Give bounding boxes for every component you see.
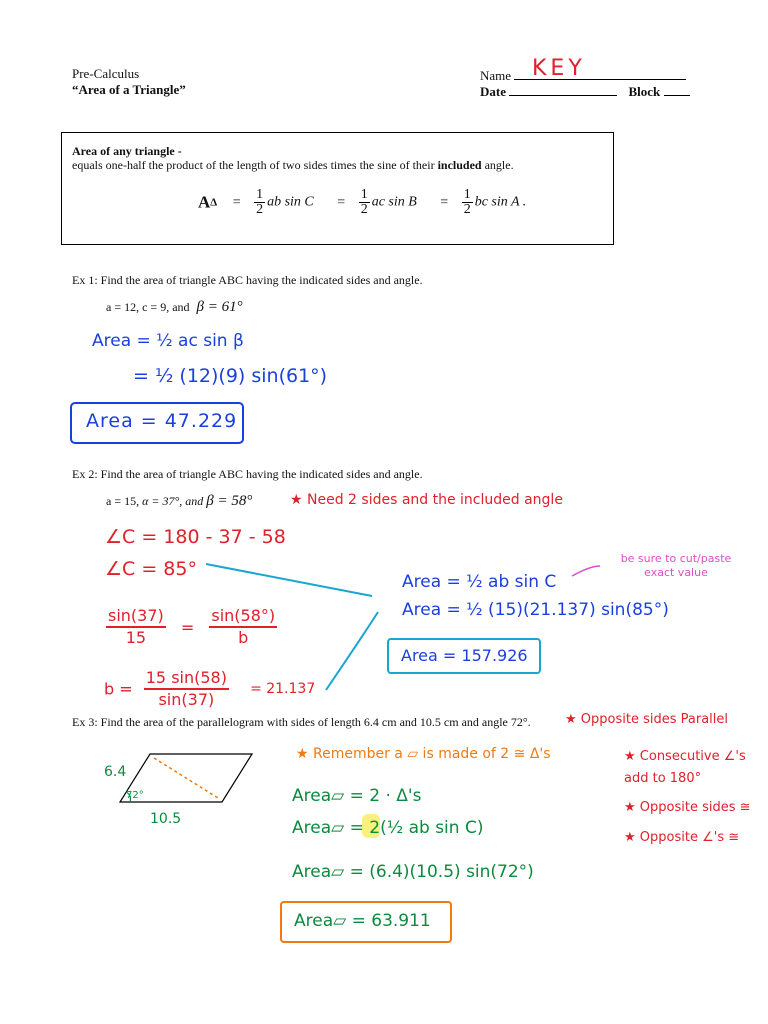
ex2-answer-box — [387, 638, 541, 674]
b-label: b = — [104, 679, 133, 699]
ratio-right-den: b — [238, 628, 249, 647]
ex2-angle-c-2: ∠C = 85° — [105, 558, 197, 580]
ex1-answer: Area = 47.229 — [86, 410, 238, 432]
side-a-label: 6.4 — [104, 764, 127, 780]
formula-eq: = — [232, 194, 241, 210]
ex2-given-a: a = 15, — [106, 494, 140, 508]
definition-text-a: equals one-half the product of the length of two sides times the sine of their — [72, 158, 435, 172]
ratio-right-num: sin(58°) — [209, 606, 277, 628]
ex1-work-2: = ½ (12)(9) sin(61°) — [133, 365, 328, 387]
formula-eq-3: = — [440, 194, 449, 210]
angle-label: 72° — [126, 790, 144, 801]
b-value: = 21.137 — [250, 681, 316, 697]
definition-heading: Area of any triangle - — [72, 144, 182, 158]
half-num: 1 — [463, 187, 471, 202]
ex2-area-1: Area = ½ ab sin C — [402, 572, 557, 592]
ratio-left-num: sin(37) — [106, 606, 166, 628]
ex3-side-note-3: ★ Opposite ∠'s ≅ — [624, 830, 740, 845]
ex3-work-2: Area▱ = 2(½ ab sin C) — [292, 818, 484, 838]
ex3-remember: ★ Remember a ▱ is made of 2 ≅ Δ's — [296, 746, 551, 762]
ex1-work-1: Area = ½ ac sin β — [92, 331, 244, 351]
ex1-given-sides: a = 12, c = 9, and — [106, 300, 190, 314]
ex3-work-3: Area▱ = (6.4)(10.5) sin(72°) — [292, 862, 534, 882]
ex2-given-alpha: α = 37°, and — [142, 494, 204, 508]
side-b-label: 10.5 — [150, 811, 182, 827]
name-value: KEY — [532, 56, 586, 81]
ex3-answer: Area▱ = 63.911 — [294, 911, 431, 931]
half-den: 2 — [463, 202, 471, 217]
ratio-eq: = — [180, 617, 195, 637]
ex2-given-beta: β = 58° — [206, 493, 253, 509]
ex2-tip: be sure to cut/paste exact value — [620, 552, 732, 579]
formula-2: ac sin B — [371, 194, 417, 210]
worksheet-title: “Area of a Triangle” — [72, 82, 186, 97]
ex2-area-2: Area = ½ (15)(21.137) sin(85°) — [402, 600, 669, 620]
course-name: Pre-Calculus — [72, 66, 140, 81]
ex3-work-1: Area▱ = 2 · Δ's — [292, 786, 422, 806]
ex1-question: Ex 1: Find the area of triangle ABC having the indicated sides and angle. — [72, 273, 423, 287]
formula-3: bc sin A . — [474, 194, 527, 210]
half-den: 2 — [360, 202, 368, 217]
half-num: 1 — [256, 187, 264, 202]
ex1-given-angle: β = 61° — [196, 299, 243, 315]
ex2-answer: Area = 157.926 — [401, 646, 528, 665]
half-num: 1 — [360, 187, 368, 202]
formula-lhs: A — [198, 192, 211, 212]
b-den: sin(37) — [158, 690, 215, 709]
ex3-answer-box — [280, 901, 452, 943]
ex2-note: ★ Need 2 sides and the included angle — [290, 492, 563, 508]
ex2-question: Ex 2: Find the area of triangle ABC having the indicated sides and angle. — [72, 467, 423, 481]
half-den: 2 — [256, 202, 264, 217]
block-label: Block — [628, 84, 661, 99]
ex3-side-note-2: ★ Opposite sides ≅ — [624, 800, 751, 815]
b-num: 15 sin(58) — [144, 668, 229, 690]
ex3-note-parallel: ★ Opposite sides Parallel — [565, 712, 728, 727]
definition-text-bold: included — [437, 158, 482, 172]
ex3-question: Ex 3: Find the area of the parallelogram with sides of length 6.4 cm and 10.5 cm and angle 72°. — [72, 715, 531, 729]
date-label: Date — [480, 84, 506, 99]
name-label: Name — [480, 68, 512, 83]
ex3-side-note-1: ★ Consecutive ∠'s add to 180° — [624, 749, 746, 786]
formula-lhs-sub: Δ — [210, 196, 218, 209]
ex2-angle-c-1: ∠C = 180 - 37 - 58 — [105, 526, 286, 548]
ratio-left-den: 15 — [125, 628, 147, 647]
formula-1: ab sin C — [267, 194, 314, 210]
definition-text-b: angle. — [484, 158, 514, 172]
formula-eq-2: = — [337, 194, 346, 210]
